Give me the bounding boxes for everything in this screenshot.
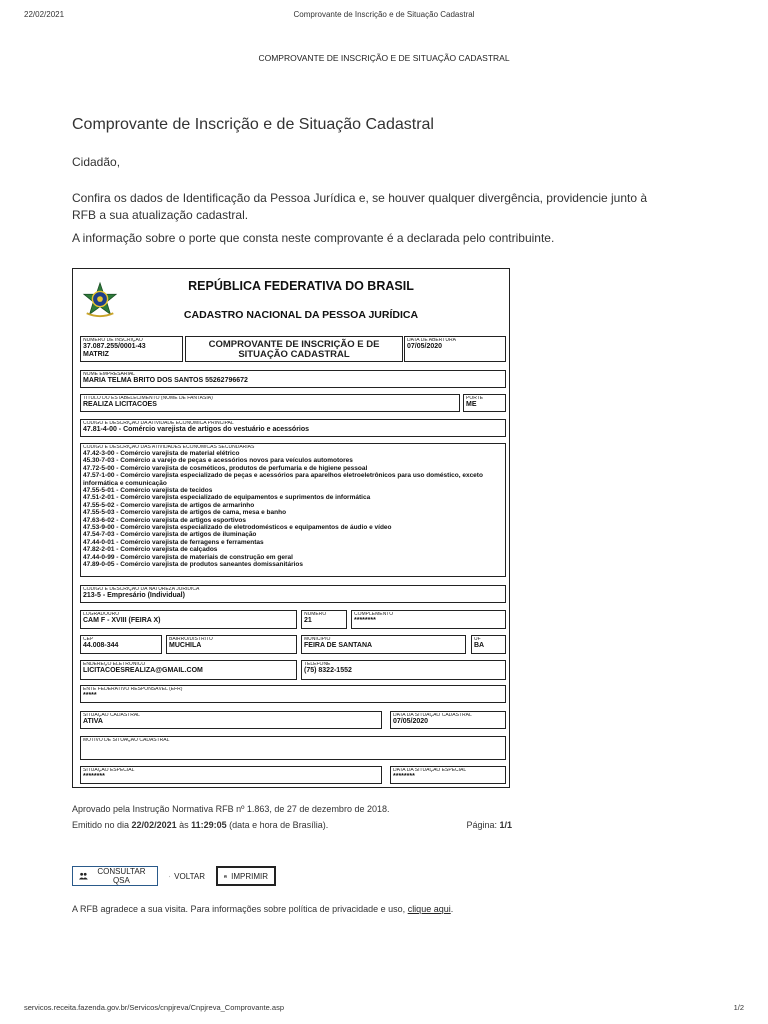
data-situacao-especial-field: [390, 766, 506, 784]
atividade-secundaria-item: 47.51-2-01 - Comércio varejista especializado de equipamentos e suprimentos de informática: [83, 494, 371, 502]
pagina-value: 1/1: [499, 820, 512, 830]
atividade-secundaria-item: 47.89-0-05 - Comércio varejista de produtos saneantes domissanitários: [83, 561, 303, 569]
municipio-field: [301, 635, 466, 654]
comprovante-title-box: [185, 336, 403, 362]
field-value: 47.81-4-00 - Comércio varejista de artigos do vestuário e acessórios: [83, 426, 310, 433]
field-value: 07/05/2020: [407, 343, 443, 350]
atividade-secundaria-item: 47.54-7-03 - Comércio varejista de artigos de iluminação: [83, 531, 257, 539]
imprimir-label: IMPRIMIR: [231, 871, 268, 881]
field-label: COMPLEMENTO: [354, 612, 394, 617]
numero-endereco-field: [301, 610, 347, 629]
numero-inscricao-field: [80, 336, 183, 362]
field-value: ********: [393, 773, 415, 780]
undo-icon: [169, 872, 170, 881]
print-page-number: 1/2: [733, 1003, 744, 1012]
field-value: ********: [83, 773, 105, 780]
cep-field: [80, 635, 162, 654]
field-label: BAIRRO/DISTRITO: [169, 637, 213, 642]
emitido-mid: às: [176, 820, 192, 830]
efr-field: [80, 685, 506, 703]
situacao-cadastral-field: [80, 711, 382, 729]
field-label: TELEFONE: [304, 662, 331, 667]
situacao-especial-field: [80, 766, 382, 784]
thanks-text: [72, 904, 453, 914]
cadastro-title: CADASTRO NACIONAL DA PESSOA JURÍDICA: [183, 309, 419, 321]
field-value: 21: [304, 617, 312, 624]
imprimir-button[interactable]: [216, 866, 276, 886]
field-label: PORTE: [466, 396, 484, 401]
email-field: [80, 660, 297, 680]
data-abertura-field: [404, 336, 506, 362]
field-label: SITUAÇÃO ESPECIAL: [83, 768, 135, 773]
atividade-secundaria-item: 47.53-9-00 - Comércio varejista especializado de eletrodomésticos e equipamentos de áudio e vídeo: [83, 524, 392, 532]
atividade-secundaria-item: 47.63-6-02 - Comércio varejista de artigos esportivos: [83, 516, 246, 524]
field-value: FEIRA DE SANTANA: [304, 642, 373, 649]
field-label: CÓDIGO E DESCRIÇÃO DAS ATIVIDADES ECONÔMICAS SECUNDÁRIAS: [83, 445, 255, 450]
field-label: ENTE FEDERATIVO RESPONSÁVEL (EFR): [83, 687, 183, 692]
field-value: 213-5 - Empresário (Individual): [83, 592, 185, 599]
print-icon: [224, 872, 227, 881]
republica-title: REPÚBLICA FEDERATIVA DO BRASIL: [188, 279, 414, 293]
emitido-suffix: (data e hora de Brasília).: [226, 820, 329, 830]
field-value: (75) 8322-1552: [304, 667, 352, 674]
nome-fantasia-field: [80, 394, 460, 412]
atividade-secundaria-item: 47.44-0-99 - Comércio varejista de materiais de construção em geral: [83, 553, 293, 561]
field-value: CAM F - XVIII (FEIRA X): [83, 617, 161, 624]
field-label: TÍTULO DO ESTABELECIMENTO (NOME DE FANTASIA): [83, 396, 213, 401]
atividade-secundaria-item: 47.82-2-01 - Comércio varejista de calçados: [83, 546, 218, 554]
voltar-label: VOLTAR: [174, 871, 205, 881]
page-title: Comprovante de Inscrição e de Situação Cadastral: [72, 116, 434, 133]
consultar-qsa-label: CONSULTAR QSA: [97, 867, 146, 885]
atividade-secundaria-item: 45.30-7-03 - Comércio a varejo de peças e acessórios novos para veículos automotores: [83, 457, 353, 465]
thanks-body: A RFB agradece a sua visita. Para informações sobre política de privacidade e uso,: [72, 904, 408, 914]
field-label: NÚMERO DE INSCRIÇÃO: [83, 338, 143, 343]
bairro-field: [166, 635, 297, 654]
motivo-situacao-field: [80, 736, 506, 760]
field-value: ********: [354, 617, 376, 624]
porte-field: [463, 394, 506, 412]
emitido-date: 22/02/2021: [131, 820, 177, 830]
uf-field: [471, 635, 506, 654]
atividade-secundaria-item: 47.72-5-00 - Comércio varejista de cosméticos, produtos de perfumaria e de higiene pessoal: [83, 464, 368, 472]
telefone-field: [301, 660, 506, 680]
emitido-time: 11:29:05: [191, 820, 227, 830]
emitido-line: [72, 820, 512, 830]
field-label: DATA DA SITUAÇÃO ESPECIAL: [393, 768, 467, 773]
field-value: REALIZA LICITACOES: [83, 401, 157, 408]
field-value: MARIA TELMA BRITO DOS SANTOS 55262796672: [83, 377, 248, 384]
print-date: 22/02/2021: [24, 10, 65, 19]
field-value: *****: [83, 692, 97, 699]
field-label: UF: [474, 637, 481, 642]
field-label: CÓDIGO E DESCRIÇÃO DA ATIVIDADE ECONÔMICA PRINCIPAL: [83, 421, 234, 426]
comprovante-title: COMPROVANTE DE INSCRIÇÃO E DE SITUAÇÃO CADASTRAL: [208, 339, 380, 360]
atividade-secundaria-item: 47.44-0-01 - Comércio varejista de ferragens e ferramentas: [83, 538, 264, 546]
field-label: ENDEREÇO ELETRÔNICO: [83, 662, 146, 667]
thanks-end: .: [450, 904, 454, 914]
greeting: Cidadão,: [72, 155, 121, 169]
field-value: BA: [474, 642, 485, 649]
privacy-link[interactable]: clique aqui: [407, 904, 451, 914]
field-value: ATIVA: [83, 718, 103, 725]
cnpj-card: [72, 268, 510, 788]
complemento-field: [351, 610, 506, 629]
pagina-label: Página:: [466, 820, 500, 830]
field-value: 37.087.255/0001-43: [83, 343, 146, 350]
field-value-tipo: MATRIZ: [83, 351, 109, 358]
porte-info-text: A informação sobre o porte que consta neste comprovante é a declarada pelo contribuinte.: [72, 231, 555, 245]
users-icon: [79, 872, 88, 880]
consultar-qsa-button[interactable]: [72, 866, 158, 886]
field-label: CÓDIGO E DESCRIÇÃO DA NATUREZA JURÍDICA: [83, 587, 200, 592]
logradouro-field: [80, 610, 297, 629]
field-label: MUNICÍPIO: [304, 637, 331, 642]
emitido-prefix: Emitido no dia: [72, 820, 132, 830]
field-label: CEP: [83, 637, 94, 642]
pagina-indicator: [466, 820, 512, 830]
intro-text: Confira os dados de Identificação da Pessoa Jurídica e, se houver qualquer divergência, providencie junto à RFB a sua atualização cadastral.: [72, 191, 648, 222]
field-value: 07/05/2020: [393, 718, 429, 725]
field-value: ME: [466, 401, 477, 408]
aprovado-text: Aprovado pela Instrução Normativa RFB nº 1.863, de 27 de dezembro de 2018.: [72, 804, 390, 814]
field-label: NOME EMPRESARIAL: [83, 372, 135, 377]
atividades-secundarias-field: [80, 443, 506, 577]
field-label: LOGRADOURO: [83, 612, 120, 617]
atividade-principal-field: [80, 419, 506, 437]
natureza-juridica-field: [80, 585, 506, 603]
field-value: 44.008-344: [83, 642, 119, 649]
voltar-button[interactable]: [163, 866, 211, 886]
field-label: NÚMERO: [304, 612, 327, 617]
data-situacao-field: [390, 711, 506, 729]
field-label: MOTIVO DE SITUAÇÃO CADASTRAL: [83, 738, 170, 743]
atividade-secundaria-item: 47.42-3-00 - Comércio varejista de material elétrico: [83, 450, 240, 457]
atividades-secundarias-list: [83, 450, 503, 569]
print-url: servicos.receita.fazenda.gov.br/Servicos/cnpjreva/Cnpjreva_Comprovante.asp: [24, 1003, 284, 1012]
field-label: DATA DE ABERTURA: [407, 338, 456, 343]
atividade-secundaria-item: 47.57-1-00 - Comércio varejista especializado de peças e acessórios para aparelhos eletroeletrônicos para uso doméstico, exceto informática e comunicação: [83, 472, 483, 487]
atividade-secundaria-item: 47.55-5-02 - Comercio varejista de artigos de armarinho: [83, 501, 255, 509]
print-title: Comprovante de Inscrição e de Situação Cadastral: [293, 10, 475, 19]
field-label: DATA DA SITUAÇÃO CADASTRAL: [393, 713, 472, 718]
field-label: SITUAÇÃO CADASTRAL: [83, 713, 140, 718]
atividade-secundaria-item: 47.55-5-01 - Comércio varejista de tecidos: [83, 487, 213, 495]
atividade-secundaria-item: 47.55-5-03 - Comercio varejista de artigos de cama, mesa e banho: [83, 509, 287, 517]
field-value: MUCHILA: [169, 642, 202, 649]
top-title: COMPROVANTE DE INSCRIÇÃO E DE SITUAÇÃO CADASTRAL: [258, 53, 510, 63]
field-value: LICITACOESREALIZA@GMAIL.COM: [83, 667, 203, 674]
nome-empresarial-field: [80, 370, 506, 388]
